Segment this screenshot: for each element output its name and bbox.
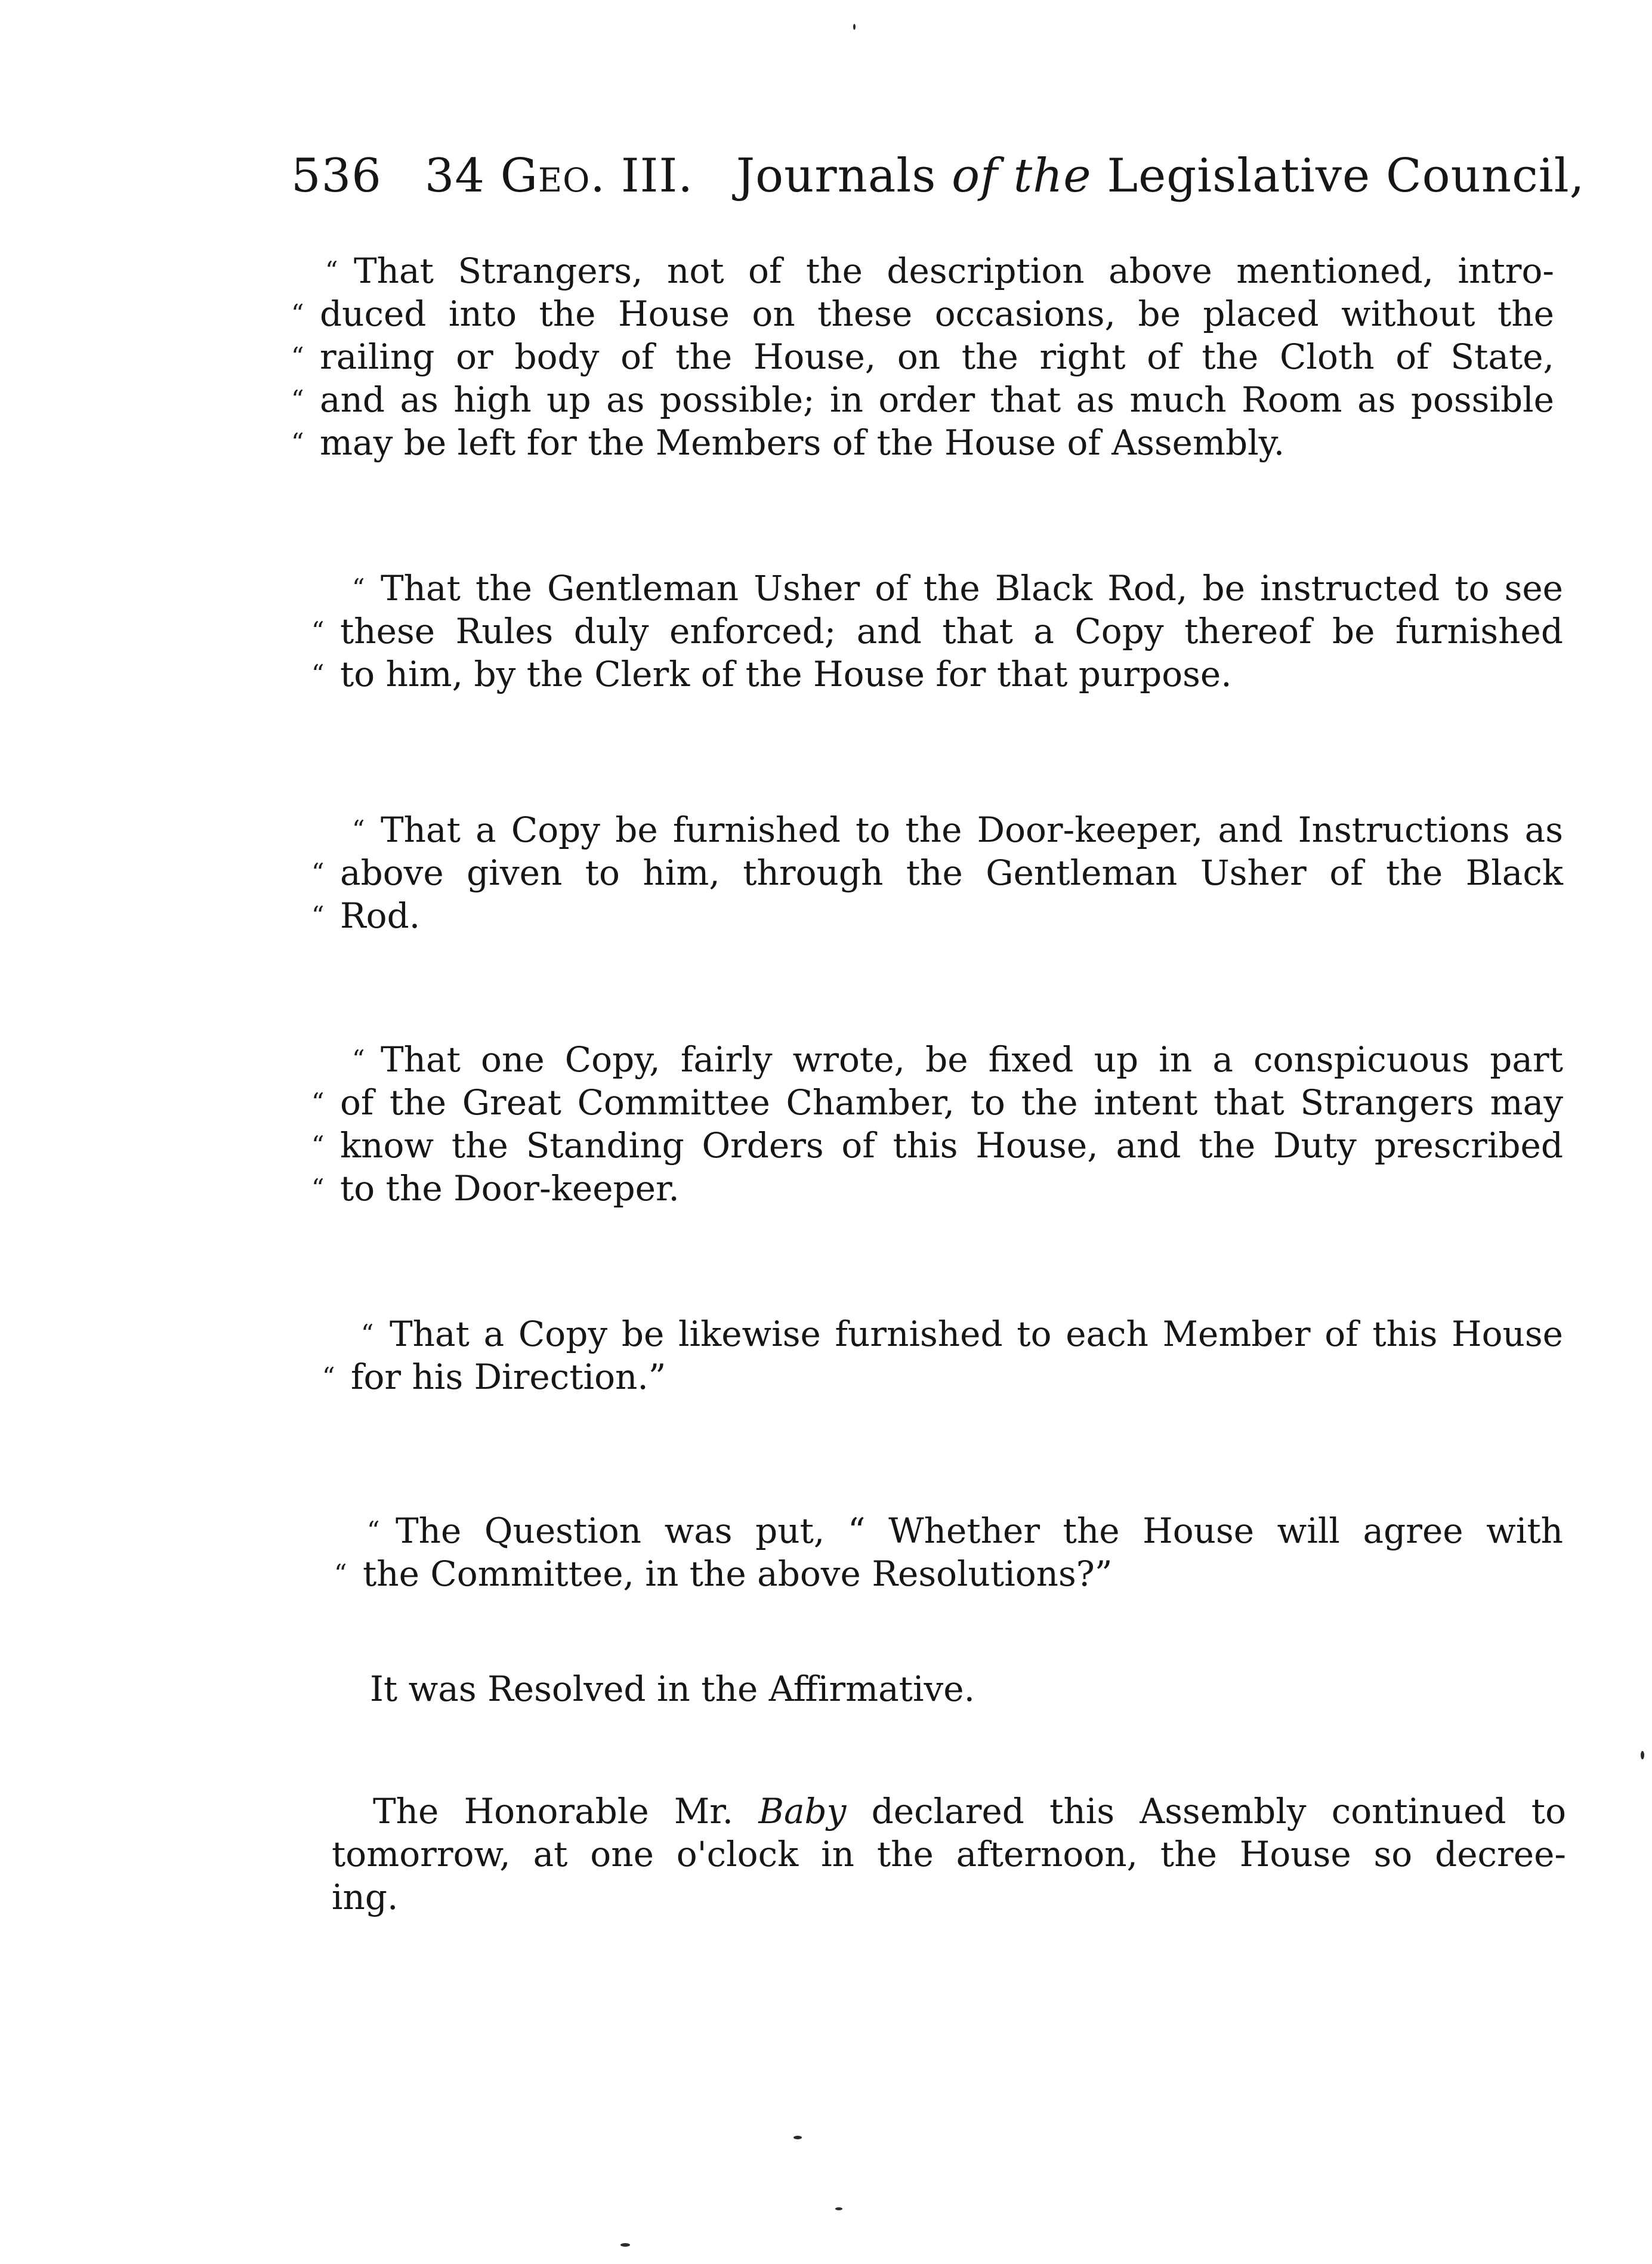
line-text: The Question was put, “ Whether the House will agree with	[396, 1511, 1563, 1551]
quote-mark: “	[311, 1131, 325, 1160]
text-line	[352, 808, 1563, 851]
quote-mark: “	[291, 342, 304, 371]
journal-title-part1: Journals	[736, 149, 937, 203]
text-line	[291, 335, 1554, 378]
line-text: tomorrow, at one o'clock in the afternoon, the House so decree-	[332, 1834, 1566, 1874]
running-header	[291, 143, 1585, 209]
quote-mark: “	[352, 1045, 365, 1074]
line-text-before: The Honorable Mr.	[373, 1791, 734, 1831]
text-line	[311, 653, 1563, 696]
quote-mark: “	[322, 1362, 335, 1391]
quote-mark: “	[325, 256, 338, 285]
text-line	[322, 1355, 1563, 1398]
line-text: railing or body of the House, on the right of the Cloth of State,	[320, 336, 1554, 377]
text-line	[311, 894, 1563, 937]
quote-mark: “	[291, 428, 304, 457]
text-line	[311, 1167, 1563, 1210]
quote-mark: “	[361, 1319, 374, 1348]
journal-title-italic: of the	[952, 149, 1092, 203]
line-text: That a Copy be likewise furnished to each Member of this House	[390, 1314, 1563, 1354]
quote-mark: “	[311, 901, 325, 930]
quote-mark: “	[334, 1559, 347, 1588]
line-text: to him, by the Clerk of the House for that purpose.	[340, 654, 1232, 694]
line-text: duced into the House on these occasions, be placed without the	[320, 294, 1554, 334]
scan-speck	[1641, 1751, 1644, 1759]
line-text: That a Copy be furnished to the Door-keeper, and Instructions as	[381, 810, 1563, 850]
line-text: That Strangers, not of the description above mentioned, intro-	[354, 251, 1554, 291]
text-line	[311, 610, 1563, 653]
quote-mark: “	[291, 385, 304, 414]
regnal-year: 34 Geo. III.	[424, 149, 694, 203]
line-text: and as high up as possible; in order that as much Room as possible	[320, 379, 1554, 420]
line-text: ing.	[332, 1877, 399, 1917]
line-text: know the Standing Orders of this House, and the Duty prescribed	[340, 1125, 1563, 1166]
line-text: these Rules duly enforced; and that a Copy thereof be furnished	[340, 611, 1563, 651]
text-line	[373, 1790, 1566, 1833]
text-line	[291, 292, 1554, 335]
line-text: It was Resolved in the Affirmative.	[370, 1669, 975, 1709]
quote-mark: “	[352, 573, 365, 603]
text-line	[291, 378, 1554, 421]
text-line	[367, 1509, 1563, 1552]
scan-speck	[853, 24, 856, 30]
text-line	[332, 1876, 1566, 1919]
text-line	[325, 249, 1554, 292]
scan-speck	[793, 2136, 802, 2139]
text-line	[311, 1124, 1563, 1167]
text-line	[352, 1038, 1563, 1081]
line-text: That the Gentleman Usher of the Black Rod, be instructed to see	[381, 568, 1563, 609]
line-text: may be left for the Members of the House of Assembly.	[320, 422, 1285, 463]
text-line	[291, 421, 1554, 464]
line-text: That one Copy, fairly wrote, be fixed up in a conspicuous part	[381, 1039, 1563, 1080]
resolution-line	[370, 1667, 1324, 1710]
journal-title-part2: Legislative Council,	[1107, 149, 1585, 203]
quote-mark: “	[311, 659, 325, 688]
line-text-italic-name: Baby	[758, 1791, 847, 1831]
text-line	[332, 1833, 1566, 1876]
page-number: 536	[291, 149, 382, 203]
text-line	[352, 567, 1563, 610]
quote-mark: “	[311, 1088, 325, 1117]
quote-mark: “	[311, 616, 325, 645]
scan-speck	[835, 2207, 842, 2210]
text-line	[311, 1081, 1563, 1124]
line-text: of the Great Committee Chamber, to the intent that Strangers may	[340, 1082, 1563, 1123]
line-text: to the Door-keeper.	[340, 1168, 680, 1209]
line-text: above given to him, through the Gentleman Usher of the Black	[340, 853, 1563, 893]
text-line	[361, 1312, 1563, 1355]
scan-speck	[620, 2243, 630, 2247]
text-line	[334, 1552, 1563, 1595]
text-line	[311, 851, 1563, 894]
quote-mark: “	[367, 1516, 380, 1545]
line-text: for his Direction.”	[351, 1357, 666, 1397]
quote-mark: “	[311, 858, 325, 887]
line-text: Rod.	[340, 895, 421, 936]
quote-mark: “	[352, 815, 365, 844]
quote-mark: “	[311, 1173, 325, 1203]
quote-mark: “	[291, 299, 304, 328]
line-text: the Committee, in the above Resolutions?”	[363, 1553, 1113, 1594]
line-text-after: declared this Assembly continued to	[871, 1791, 1566, 1831]
